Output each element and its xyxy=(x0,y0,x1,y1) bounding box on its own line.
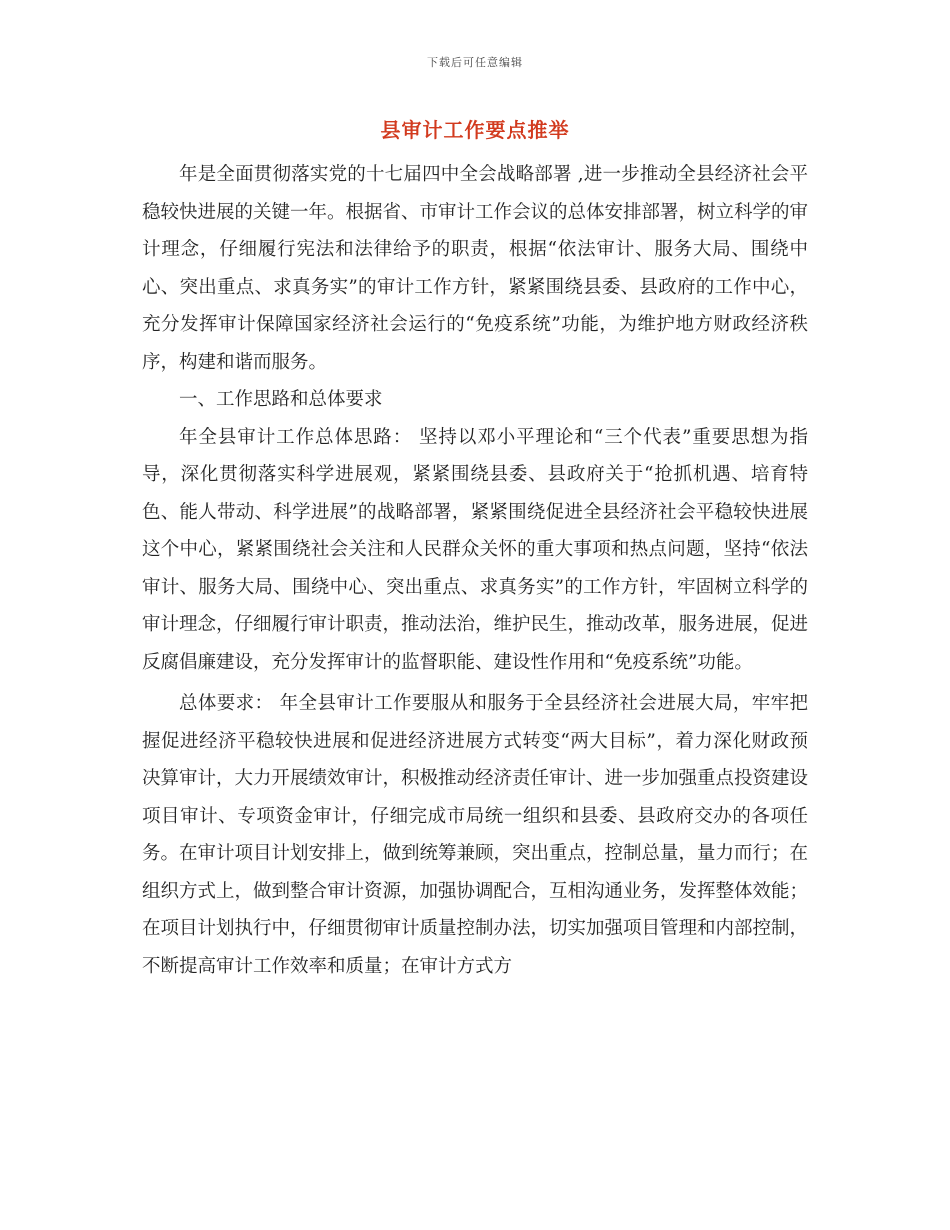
document-body xyxy=(142,156,808,985)
paragraph-overall-thinking: 年全县审计工作总体思路： 坚持以邓小平理论和“三个代表”重要思想为指导，深化贯彻落实科学进展观，紧紧围绕县委、县政府关于“抢抓机遇、培育特色、能人带动、科学进展”的战略部署，紧紧围绕促进全县经济社会平稳较快进展这个中心，紧紧围绕社会关注和人民群众关怀的重大事项和热点问题，坚持“依法审计、服务大局、围绕中心、突出重点、求真务实”的工作方针，牢固树立科学的审计理念，仔细履行审计职责，推动法治，维护民生，推动改革，服务进展，促进反腐倡廉建设，充分发挥审计的监督职能、建设性作用和“免疫系统”功能。 xyxy=(142,426,809,673)
paragraph-overall-requirements: 总体要求： 年全县审计工作要服从和服务于全县经济社会进展大局，牢牢把握促进经济平稳较快进展和促进经济进展方式转变“两大目标”，着力深化财政预决算审计，大力开展绩效审计，积极推动经济责任审计、进一步加强重点投资建设项目审计、专项资金审计，仔细完成市局统一组织和县委、县政府交办的各项任务。在审计项目计划安排上，做到统筹兼顾，突出重点，控制总量，量力而行；在组织方式上，做到整合审计资源，加强协调配合，互相沟通业务，发挥整体效能；在项目计划执行中，仔细贯彻审计质量控制办法，切实加强项目管理和内部控制，不断提高审计工作效率和质量；在审计方式方 xyxy=(142,693,809,977)
section-heading-1: 一、工作思路和总体要求 xyxy=(179,389,383,410)
paragraph-intro: 年是全面贯彻落实党的十七届四中全会战略部署 ,进一步推动全县经济社会平稳较快进展的关键一年。根据省、市审计工作会议的总体安排部署，树立科学的审计理念，仔细履行宪法和法律给予的职责，根据“依法审计、服务大局、围绕中心、突出重点、求真务实”的审计工作方针，紧紧围绕县委、县政府的工作中心，充分发挥审计保障国家经济社会运行的“免疫系统”功能，为维护地方财政经济秩序，构建和谐而服务。 xyxy=(142,164,809,373)
page-header-note: 下载后可任意编辑 xyxy=(427,56,523,69)
document-title: 县审计工作要点推举 xyxy=(380,118,570,142)
